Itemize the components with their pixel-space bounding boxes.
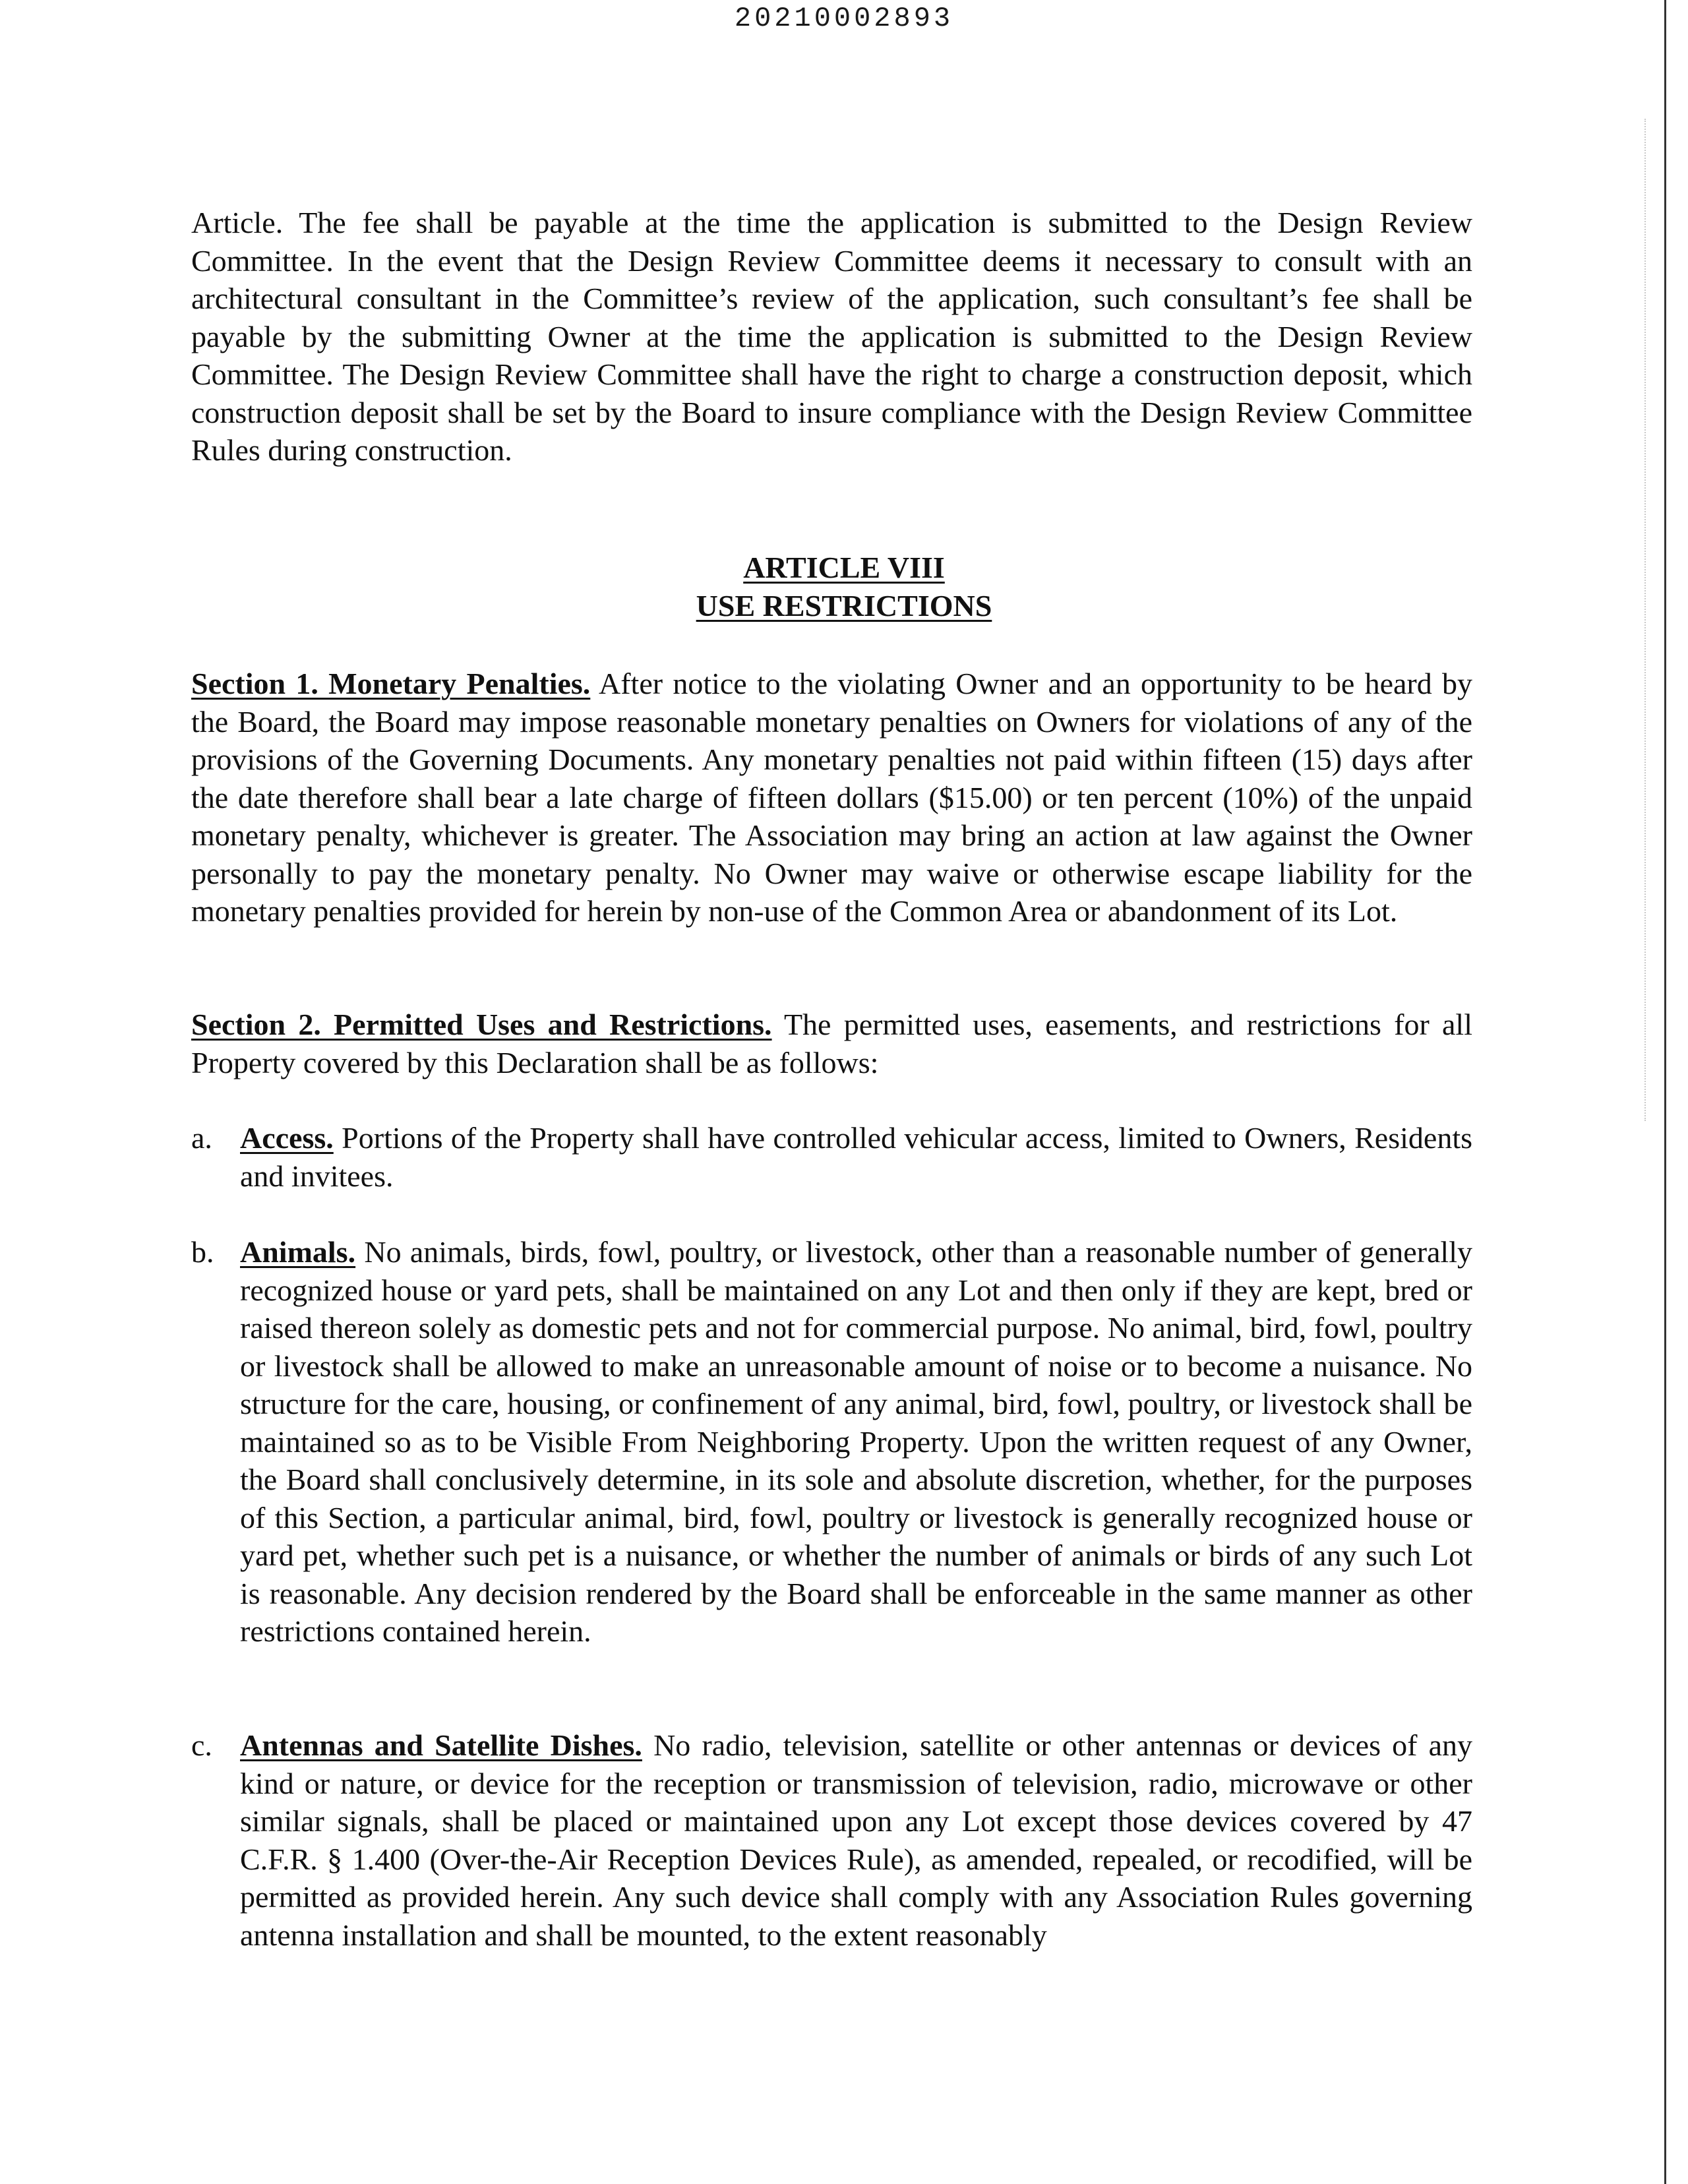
item-body-animals: No animals, birds, fowl, poultry, or livestock, other than a reasonable number of generally recognized house or yard pets, shall be maintained on any Lot and then only if they are kept, bred or raised thereon solely as domestic pets and not for commercial purpose. No animal, bird, fowl, poultry or livestock shall be allowed to make an unreasonable amount of noise or to become a nuisance. No structure for the care, housing, or confinement of any animal, bird, fowl, poultry, or livestock shall be maintained so as to be Visible From Neighboring Property. Upon the written request of any Owner, the Board shall conclusively determine, in its sole and absolute discretion, whether, for the purposes of this Section, a particular animal, bird, fowl, poultry or livestock is generally recognized house or yard pet, whether such pet is a nuisance, or whether the number of animals or birds of any such Lot is reasonable. Any decision rendered by the Board shall be enforceable in the same manner as other restrictions contained herein. xyxy=(240,1235,1472,1648)
article-number: ARTICLE VIII xyxy=(743,551,945,584)
list-item-animals xyxy=(191,1233,1472,1651)
intro-paragraph: Article. The fee shall be payable at the time the application is submitted to the Design Review Committee. In the event that the Design Review Committee deems it necessary to consult with an architectural consultant in the Committee’s review of the application, such consultant’s fee shall be payable by the submitting Owner at the time the application is submitted to the Design Review Committee. The Design Review Committee shall have the right to charge a construction deposit, which construction deposit shall be set by the Board to insure compliance with the Design Review Committee Rules during construction. xyxy=(191,206,1472,467)
section-1-text: After notice to the violating Owner and an opportunity to be heard by the Board, the Board may impose reasonable monetary penalties on Owners for violations of any of the provisions of the Governing Documents. Any monetary penalties not paid within fifteen (15) days after the date therefore shall bear a late charge of fifteen dollars ($15.00) or ten percent (10%) of the unpaid monetary penalty, whichever is greater. The Association may bring an action at law against the Owner personally to pay the monetary penalty. No Owner may waive or otherwise escape liability for the monetary penalties provided for herein by non-use of the Common Area or abandonment of its Lot. xyxy=(191,667,1472,928)
list-item-text xyxy=(240,1726,1472,1954)
item-heading-antennas: Antennas and Satellite Dishes. xyxy=(240,1728,642,1762)
section-2-heading: Section 2. Permitted Uses and Restrictions. xyxy=(191,1008,772,1041)
item-body-access: Portions of the Property shall have controlled vehicular access, limited to Owners, Residents and invitees. xyxy=(240,1121,1472,1193)
list-item-text xyxy=(240,1119,1472,1195)
section-2-paragraph xyxy=(191,1006,1472,1081)
item-heading-animals: Animals. xyxy=(240,1235,356,1269)
article-heading xyxy=(0,549,1688,625)
document-number: 20210002893 xyxy=(734,3,954,34)
item-body-antennas: No radio, television, satellite or other antennas or devices of any kind or nature, or device for the reception or transmission of television, radio, microwave or other similar signals, shall be placed or maintained upon any Lot except those devices covered by 47 C.F.R. § 1.400 (Over-the-Air Reception Devices Rule), as amended, repealed, or recodified, will be permitted as provided herein. Any such device shall comply with any Association Rules governing antenna installation and shall be mounted, to the extent reasonably xyxy=(240,1728,1473,1952)
list-item-text xyxy=(240,1233,1472,1651)
item-heading-access: Access. xyxy=(240,1121,334,1155)
list-marker: c. xyxy=(191,1728,212,1762)
list-marker: a. xyxy=(191,1121,212,1155)
section-1-paragraph xyxy=(191,665,1472,930)
list-marker: b. xyxy=(191,1235,214,1269)
section-1-heading: Section 1. Monetary Penalties. xyxy=(191,667,591,700)
article-title: USE RESTRICTIONS xyxy=(696,589,992,622)
section-2-text: The permitted uses, easements, and restrictions for all Property covered by this Declaration shall be as follows: xyxy=(191,1008,1472,1079)
list-item-antennas xyxy=(191,1726,1472,1954)
list-item-access xyxy=(191,1119,1472,1195)
scan-edge-line xyxy=(1664,0,1666,2184)
